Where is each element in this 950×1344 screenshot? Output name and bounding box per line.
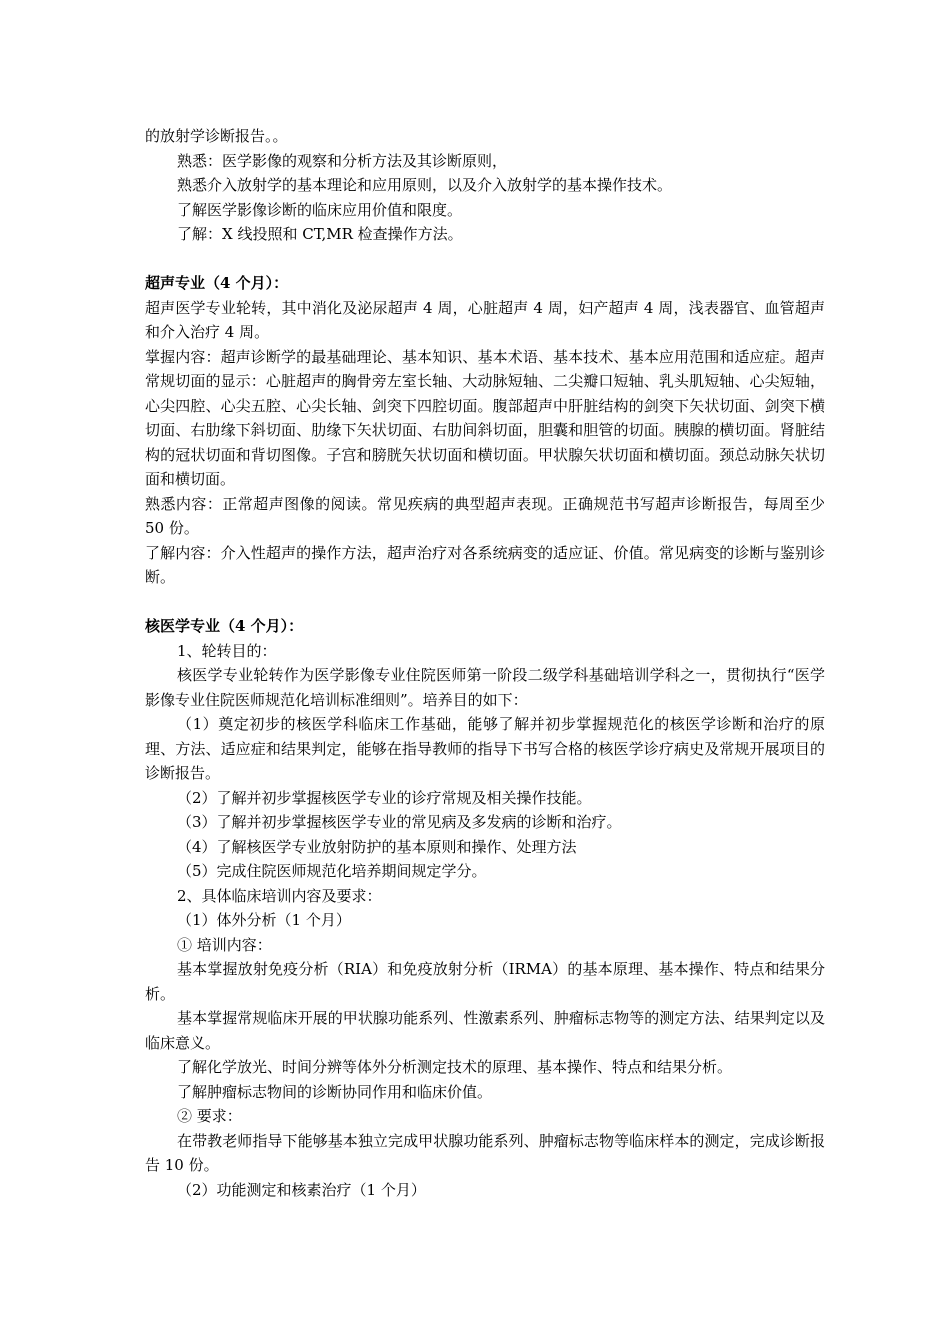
document-page xyxy=(145,124,825,1202)
paragraph: 基本掌握常规临床开展的甲状腺功能系列、性激素系列、肿瘤标志物等的测定方法、结果判定以及临床意义。 xyxy=(145,1009,825,1052)
text-line: 的放射学诊断报告。。 xyxy=(145,127,288,145)
text-line: （1）体外分析（1 个月） xyxy=(177,911,351,929)
text-line: （5）完成住院医师规范化培养期间规定学分。 xyxy=(177,862,487,880)
spacer xyxy=(145,247,825,272)
spacer xyxy=(145,590,825,615)
text-line: ② 要求： xyxy=(177,1107,242,1125)
paragraph: 掌握内容：超声诊断学的最基础理论、基本知识、基本术语、基本技术、基本应用范围和适应症。超声常规切面的显示：心脏超声的胸骨旁左室长轴、大动脉短轴、二尖瓣口短轴、乳头肌短轴、心尖短轴，心尖四腔、心尖五腔、心尖长轴、剑突下四腔切面。腹部超声中肝脏结构的剑突下矢状切面、剑突下横切面、右肋缘下斜切面、肋缘下矢状切面、右肋间斜切面，胆囊和胆管的切面。胰腺的横切面。肾脏结构的冠状切面和背切图像。子宫和膀胱矢状切面和横切面。甲状腺矢状切面和横切面。颈总动脉矢状切面和横切面。 xyxy=(145,347,825,488)
text-line: 2、具体临床培训内容及要求： xyxy=(177,886,382,905)
paragraph: 了解内容：介入性超声的操作方法，超声治疗对各系统病变的适应证、价值。常见病变的诊断与鉴别诊断。 xyxy=(145,543,825,586)
section-heading-nuclear: 核医学专业（4 个月）： xyxy=(145,617,304,635)
text-line: （2）功能测定和核素治疗（1 个月） xyxy=(177,1180,426,1199)
paragraph: 在带教老师指导下能够基本独立完成甲状腺功能系列、肿瘤标志物等临床样本的测定，完成诊断报告 10 份。 xyxy=(145,1131,825,1174)
section-heading-ultrasound: 超声专业（4 个月）： xyxy=(145,274,289,292)
text-line: 1、轮转目的： xyxy=(177,641,277,660)
paragraph: （1）奠定初步的核医学科临床工作基础，能够了解并初步掌握规范化的核医学诊断和治疗的原理、方法、适应症和结果判定，能够在指导教师的指导下书写合格的核医学诊疗病史及常规开展项目的诊断报告。 xyxy=(145,715,825,782)
paragraph: 核医学专业轮转作为医学影像专业住院医师第一阶段二级学科基础培训学科之一，贯彻执行“医学影像专业住院医师规范化培训标准细则”。培养目的如下： xyxy=(145,666,825,709)
text-line: （2）了解并初步掌握核医学专业的诊疗常规及相关操作技能。 xyxy=(177,788,592,807)
text-line: （4）了解核医学专业放射防护的基本原则和操作、处理方法 xyxy=(177,837,577,856)
text-line: 了解肿瘤标志物间的诊断协同作用和临床价值。 xyxy=(177,1082,493,1101)
paragraph: 熟悉内容：正常超声图像的阅读。常见疾病的典型超声表现。正确规范书写超声诊断报告，每周至少 50 份。 xyxy=(145,494,825,537)
text-line: （3）了解并初步掌握核医学专业的常见病及多发病的诊断和治疗。 xyxy=(177,813,622,831)
text-line: 熟悉：医学影像的观察和分析方法及其诊断原则， xyxy=(177,151,508,170)
text-line: 了解化学放光、时间分辨等体外分析测定技术的原理、基本操作、特点和结果分析。 xyxy=(177,1058,733,1076)
text-line: ① 培训内容： xyxy=(177,935,272,954)
paragraph: 基本掌握放射免疫分析（RIA）和免疫放射分析（IRMA）的基本原理、基本操作、特点和结果分析。 xyxy=(145,960,825,1003)
text-line: 熟悉介入放射学的基本理论和应用原则，以及介入放射学的基本操作技术。 xyxy=(177,176,673,194)
paragraph: 超声医学专业轮转，其中消化及泌尿超声 4 周，心脏超声 4 周，妇产超声 4 周，浅表器官、血管超声和介入治疗 4 周。 xyxy=(145,298,825,341)
text-line: 了解：X 线投照和 CT,MR 检查操作方法。 xyxy=(177,225,463,243)
text-line: 了解医学影像诊断的临床应用价值和限度。 xyxy=(177,200,463,219)
